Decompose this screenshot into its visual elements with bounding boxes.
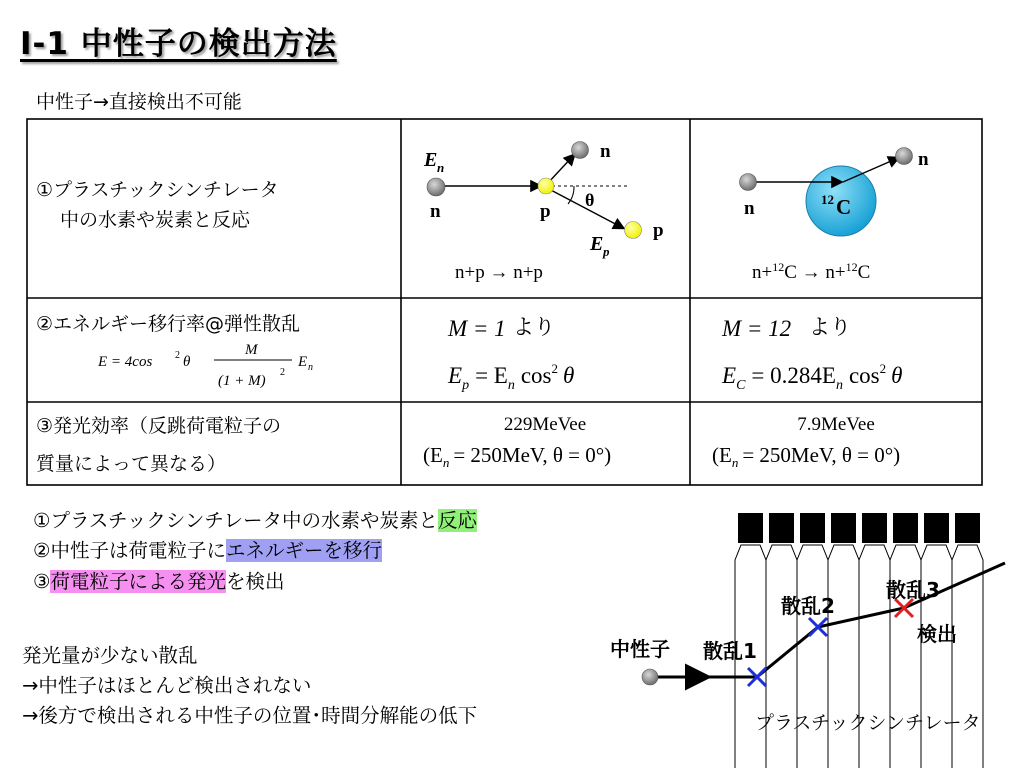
svg-text:E = 4cos: E = 4cos — [98, 354, 153, 370]
bullet-3-highlight: 荷電粒子による発光 — [50, 570, 226, 593]
photomultiplier-tube — [769, 513, 794, 543]
recoil-proton-ball — [625, 222, 642, 239]
theta-label: θ — [585, 190, 595, 210]
nc-condition: ($E_n = 250MeV$, θ = 0°) — [712, 443, 901, 470]
nc-energy-formulas — [721, 315, 902, 393]
incoming-neutron-ball — [642, 669, 658, 685]
photomultiplier-tube — [738, 513, 763, 543]
p-out-label: p — [653, 220, 664, 241]
note-line-1: 発光量が少ない散乱 — [22, 644, 198, 667]
photomultiplier-tube — [955, 513, 980, 543]
nc-scattered-neutron-ball — [896, 148, 913, 165]
bullet-3-suffix: を検出 — [226, 570, 285, 593]
scintillator-label: プラスチックシンチレータ — [755, 712, 981, 734]
nc-scattering-diagram — [740, 148, 930, 284]
row3-label-line1: ③発光効率（反跳荷電粒子の — [36, 415, 282, 437]
nc-n-out-label: n — [918, 149, 929, 170]
En-subscript: n — [437, 160, 445, 175]
transfer-formula — [97, 342, 313, 389]
photomultiplier-tube — [800, 513, 825, 543]
svg-text:θ: θ — [183, 354, 191, 370]
carbon-mass-number: 12 — [821, 192, 834, 207]
row3-label-line2: 質量によって異なる） — [36, 453, 227, 475]
photomultiplier-tube — [862, 513, 887, 543]
scatter3-label: 散乱3 — [886, 578, 940, 602]
bullet-3-prefix: ③ — [33, 570, 51, 593]
bullet-1-text: ①プラスチックシンチレータ中の水素や炭素と — [33, 509, 439, 532]
photomultiplier-tube — [893, 513, 918, 543]
Ep-label: E — [590, 233, 604, 255]
svg-text:M = 12: M = 12 — [722, 316, 792, 341]
detect-label: 検出 — [917, 622, 957, 646]
nc-light-yield: 7.9MeVee — [797, 414, 875, 435]
bullet-1-highlight: 反応 — [438, 509, 478, 532]
nc-incident-neutron-ball — [740, 174, 757, 191]
svg-text:M: M — [245, 342, 258, 358]
svg-text:n: n — [308, 362, 313, 373]
scatter2-label: 散乱2 — [781, 594, 835, 618]
target-proton-ball — [538, 178, 554, 194]
carbon-symbol: C — [836, 195, 852, 219]
bullet-2-text: ②中性子は荷電粒子に — [33, 539, 226, 562]
np-energy-eq: $E_p = E_n$ $\cos^2 \theta$ — [448, 361, 575, 393]
np-energy-formulas — [447, 315, 574, 393]
np-reaction-label: n+p → n+p — [455, 262, 543, 283]
bullet-3 — [33, 566, 285, 594]
svg-text:M = 1: M = 1 — [448, 316, 506, 341]
note-line-3: →後方で検出される中性子の位置･時間分解能の低下 — [22, 704, 478, 727]
svg-text:より: より — [513, 315, 555, 339]
svg-text:より: より — [809, 315, 851, 339]
bullet-1 — [33, 505, 477, 533]
row1-label-line2: 中の水素や炭素と反応 — [60, 209, 251, 231]
nc-energy-eq: $E_C = 0.284E_n$ $\cos^2 \theta$ — [722, 361, 903, 393]
np-condition: ($E_n = 250MeV$, θ = 0°) — [423, 443, 612, 470]
nc-reaction-label: n+$^{12}$C → n+$^{12}$C — [752, 260, 871, 283]
En-label: E — [424, 149, 438, 171]
Ep-subscript: p — [603, 244, 610, 259]
bullet-2 — [33, 535, 382, 563]
np-scattering-diagram — [423, 141, 664, 283]
svg-text:2: 2 — [175, 350, 180, 361]
photomultiplier-tube — [924, 513, 949, 543]
n-out-label: n — [600, 141, 611, 162]
scatter1-label: 散乱1 — [703, 639, 757, 663]
svg-text:2: 2 — [280, 367, 285, 378]
np-light-yield: 229MeVee — [503, 414, 587, 435]
p-target-label: p — [540, 201, 551, 222]
nc-n-in-label: n — [744, 198, 755, 219]
svg-text:E: E — [298, 354, 308, 370]
bullet-2-highlight: エネルギーを移行 — [225, 539, 382, 562]
row1-label-line1: ①プラスチックシンチレータ — [36, 179, 279, 201]
page-title: Ⅰ-1 中性子の検出方法 — [20, 26, 337, 62]
neutron-label: 中性子 — [610, 637, 670, 661]
subtitle: 中性子→直接検出不可能 — [36, 91, 242, 113]
svg-text:(1 + M): (1 + M) — [218, 373, 266, 389]
photomultiplier-tube — [831, 513, 856, 543]
note-line-2: →中性子はほとんど検出されない — [22, 674, 312, 697]
scattered-neutron-ball — [572, 142, 589, 159]
n-in-label: n — [430, 201, 441, 222]
incident-neutron-ball — [427, 178, 445, 196]
row2-label: ②エネルギー移行率@弾性散乱 — [36, 313, 301, 335]
